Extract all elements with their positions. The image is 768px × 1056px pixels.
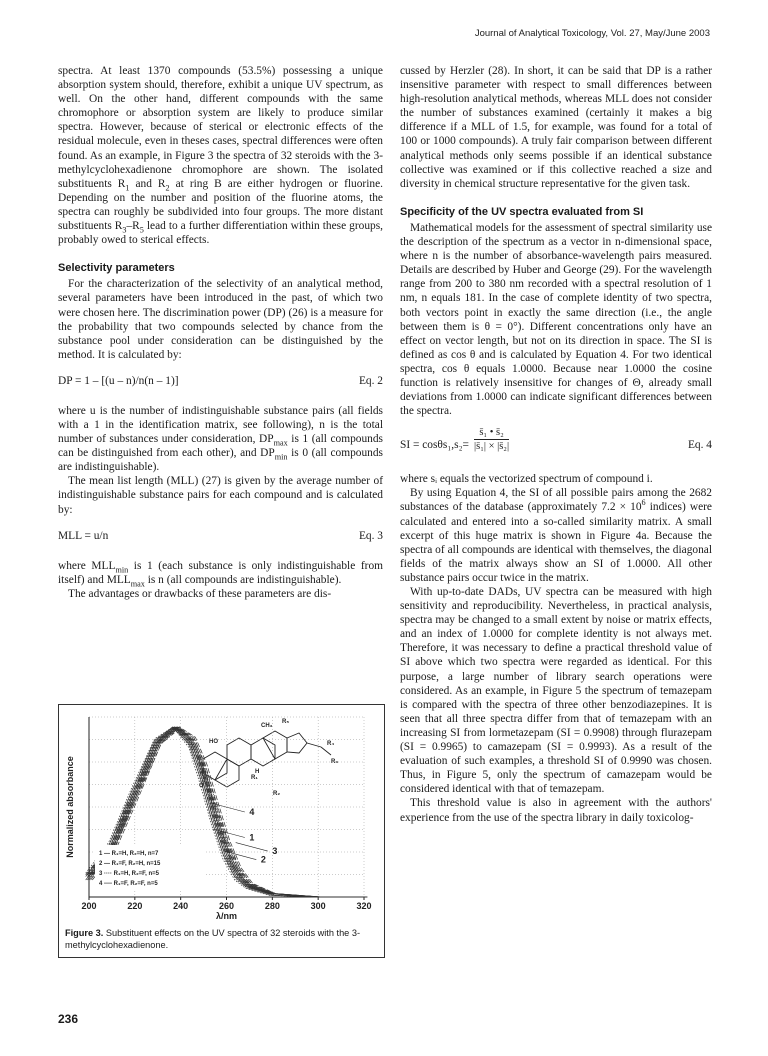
callout-3-label: 3 [272, 846, 278, 857]
equation-2-number: Eq. 2 [358, 374, 383, 387]
x-axis-label: λ/nm [215, 911, 238, 921]
equation-4-lhs: SI = cosθs₁,s₂= [400, 439, 469, 452]
left-paragraph-1: spectra. At least 1370 compounds (53.5%) possessing a unique absorption system should, therefore, exhibit a unique UV spectrum, as well. On the other hand, different compounds with the same chromophore or absorption system are likely to produce similar spectra. However, because of sterical or electronic effects of the residual molecule, even in theses cases, spectral differences were often found. As an example, in Figure 3 the spectra of 32 steroids with the 3-methylcyclohexadienone chromophore are shown. The isolated substituents $R_1$ and $R_2$ at ring B are either hydrogen or fluorine. Depending on the number and position of the fluorine atoms, the spectra can roughly be subdivided into four groups. The more distant substituents $R_3-R_5$ lead to a further differentiation within these groups, probably owed to sterical effects. [58, 65, 383, 247]
x-tick-label: 280 [264, 901, 280, 911]
x-tick-label: 300 [310, 901, 326, 911]
left-paragraph-2: For the characterization of the selectivity of an analytical method, several parameters have been introduced in the past, of which two were chosen here. The discrimination power (DP) (26) is a measure for the probability that two compounds selected by chance from the substance pool under consideration can be distinguished by the method. It is calculated by: [58, 278, 383, 361]
equation-2-body: DP = 1 – [(u – n)/n(n – 1)] [58, 374, 179, 387]
equation-3-number: Eq. 3 [358, 529, 383, 542]
callout-2-label: 2 [260, 854, 266, 865]
callout-1-label: 1 [249, 832, 255, 843]
y-axis-label: Normalized absorbance [65, 756, 75, 858]
right-paragraph-6: This threshold value is also in agreement with the authors' experience from the use of the spectra library in daily toxicolog- [400, 797, 712, 824]
equation-3-body: MLL = u/n [58, 529, 109, 542]
structure-label: CH₃ [261, 723, 273, 729]
left-paragraph-4: The mean list length (MLL) (27) is given by the average number of indistinguishable substance pairs for each compound and is calculated by: [58, 475, 383, 516]
figure-3-chart [59, 705, 384, 925]
left-paragraph-5: where $MLL_{min}$ is 1 (each substance is only indistinguishable from itself) and $MLL_{max}$ is n (all compounds are indistinguishable). [58, 559, 383, 588]
running-head: Journal of Analytical Toxicology, Vol. 27, May/June 2003 [474, 28, 710, 39]
x-tick-label: 320 [356, 901, 372, 911]
equation-4-number: Eq. 4 [687, 439, 712, 452]
right-paragraph-3: where sᵢ equals the vectorized spectrum of compound i. [400, 473, 653, 486]
x-tick-label: 200 [81, 901, 97, 911]
equation-4-fraction [474, 426, 509, 453]
left-column [58, 64, 383, 601]
x-tick-label: 240 [173, 901, 189, 911]
equation-4-denominator: |s̄₁| × |s̄₂| [474, 441, 510, 453]
left-paragraph-6: The advantages or drawbacks of these parameters are dis- [68, 587, 332, 600]
legend-entry: 4 ---- R₁=F, R₂=F, n=5 [99, 881, 158, 887]
right-paragraph-2: Mathematical models for the assessment of spectral similarity use the description of the spectrum as a vector in n-dimensional space, where n is the number of absorbance-wavelength pairs measured. Details are described by Huber and George (29). For the wavelength range from 200 to 380 nm recorded with a spectral resolution of 1 nm, n equals 181. In the case of complete identity of two spectra, both vectors point in exactly the same direction (i.e., the angle between them is θ = 0°). Different concentrations only have an effect on vector length, but not on its direction in space. The SI is defined as cos θ and is calculated by Equation 4. For two identical spectra, cos θ equals 1.0000. Because near 1.0000 the cosine function is relatively insensitive for changes of Θ, already small deviations from 1.0000 can indicate significant differences between the spectra. [400, 221, 712, 418]
equation-4 [400, 428, 712, 462]
legend-entry: 3 ···· R₁=H, R₂=F, n=5 [99, 871, 159, 877]
structure-label: R₃ [331, 759, 339, 765]
right-paragraph-1: cussed by Herzler (28). In short, it can be said that DP is a rather insensitive parameter with respect to small differences between high-resolution analytical methods, whereas MLL does not consider the number of substances examined (certainly it makes a big difference if a MLL of 1.5, for example, was found for a total of 100 or 1000 compounds). A truly fair comparison between different analytical methods only seems possible if an identical substance collective was examined or if this collective reached a size and diversity in chemical structure representative for the given task. [400, 65, 712, 190]
section-heading-selectivity: Selectivity parameters [58, 262, 175, 275]
x-tick-label: 220 [127, 901, 143, 911]
figure-3-caption: Figure 3. Substituent effects on the UV spectra of 32 steroids with the 3-methylcyclohexadienone. [65, 928, 361, 950]
left-paragraph-3: where u is the number of indistinguishable substance pairs (all fields with a 1 in the identification matrix, see following), n is the total number of substances under consideration, $DP_{max}$ is 1 (all compounds can be distinguished from each other), and $DP_{min}$ is 0 (all compounds are indistinguishable). [58, 404, 383, 474]
right-column [400, 64, 712, 825]
structure-label: R₁ [251, 775, 258, 781]
section-heading-specificity: Specificity of the UV spectra evaluated from SI [400, 205, 644, 218]
legend-entry: 2 — R₁=F, R₂=H, n=15 [99, 861, 161, 867]
structure-label: H [255, 769, 260, 775]
structure-label: O [199, 783, 204, 789]
page-number: 236 [58, 1012, 79, 1026]
equation-4-numerator: s̄₁ • s̄₂ [474, 426, 509, 440]
structure-label: R₅ [282, 719, 290, 725]
structure-label: HO [209, 739, 218, 745]
legend-entry: 1 — R₁=H, R₂=H, n=7 [99, 851, 159, 857]
callout-3-leader [236, 843, 268, 852]
structure-label: R₂ [273, 791, 280, 797]
right-paragraph-4: By using Equation 4, the SI of all possible pairs among the 2682 substances of the database (approximately $7.2 \times 10^6$ indices) were calculated and entered into a so-called similarity matrix. A small excerpt of this huge matrix is shown in Figure 4a. Because the spectra of all compounds are identical with themselves, the diagonal fields of the matrix always show an SI of 1.0000. All other substance pairs occur twice in the matrix. [400, 487, 712, 584]
structure-label: R₄ [327, 741, 335, 747]
right-paragraph-5: With up-to-date DADs, UV spectra can be measured with high sensitivity and reproducibility. Nevertheless, in practical analysis, spectra may be changed to a small extent by noise or matrix effects, and an index of 1.0000 for complete identity is not always met. Therefore, it was necessary to define a practical threshold value of SI above which two spectra were regarded as identical. For this purpose, a large number of library search operations were considered. As an example, in Figure 5 the spectrum of temazepam is compared with the spectra of three other benzodiazepines. It is seen that all three spectra differ from that of temazepam with an increasing SI from lormetazepam (SI = 0.9908) through flurazepam (SI = 0.9965) to camazepam (SI = 0.9993). As a result of the evaluation of such examples, a threshold SI of 0.9990 was chosen. Thus, in Figure 5, only the spectrum of camazepam would be considered identical with that of temazepam. [400, 586, 712, 796]
equation-2 [58, 374, 383, 390]
figure-3-frame [58, 704, 385, 958]
callout-4-label: 4 [249, 807, 255, 817]
equation-3 [58, 529, 383, 545]
x-tick-label: 260 [218, 901, 235, 911]
